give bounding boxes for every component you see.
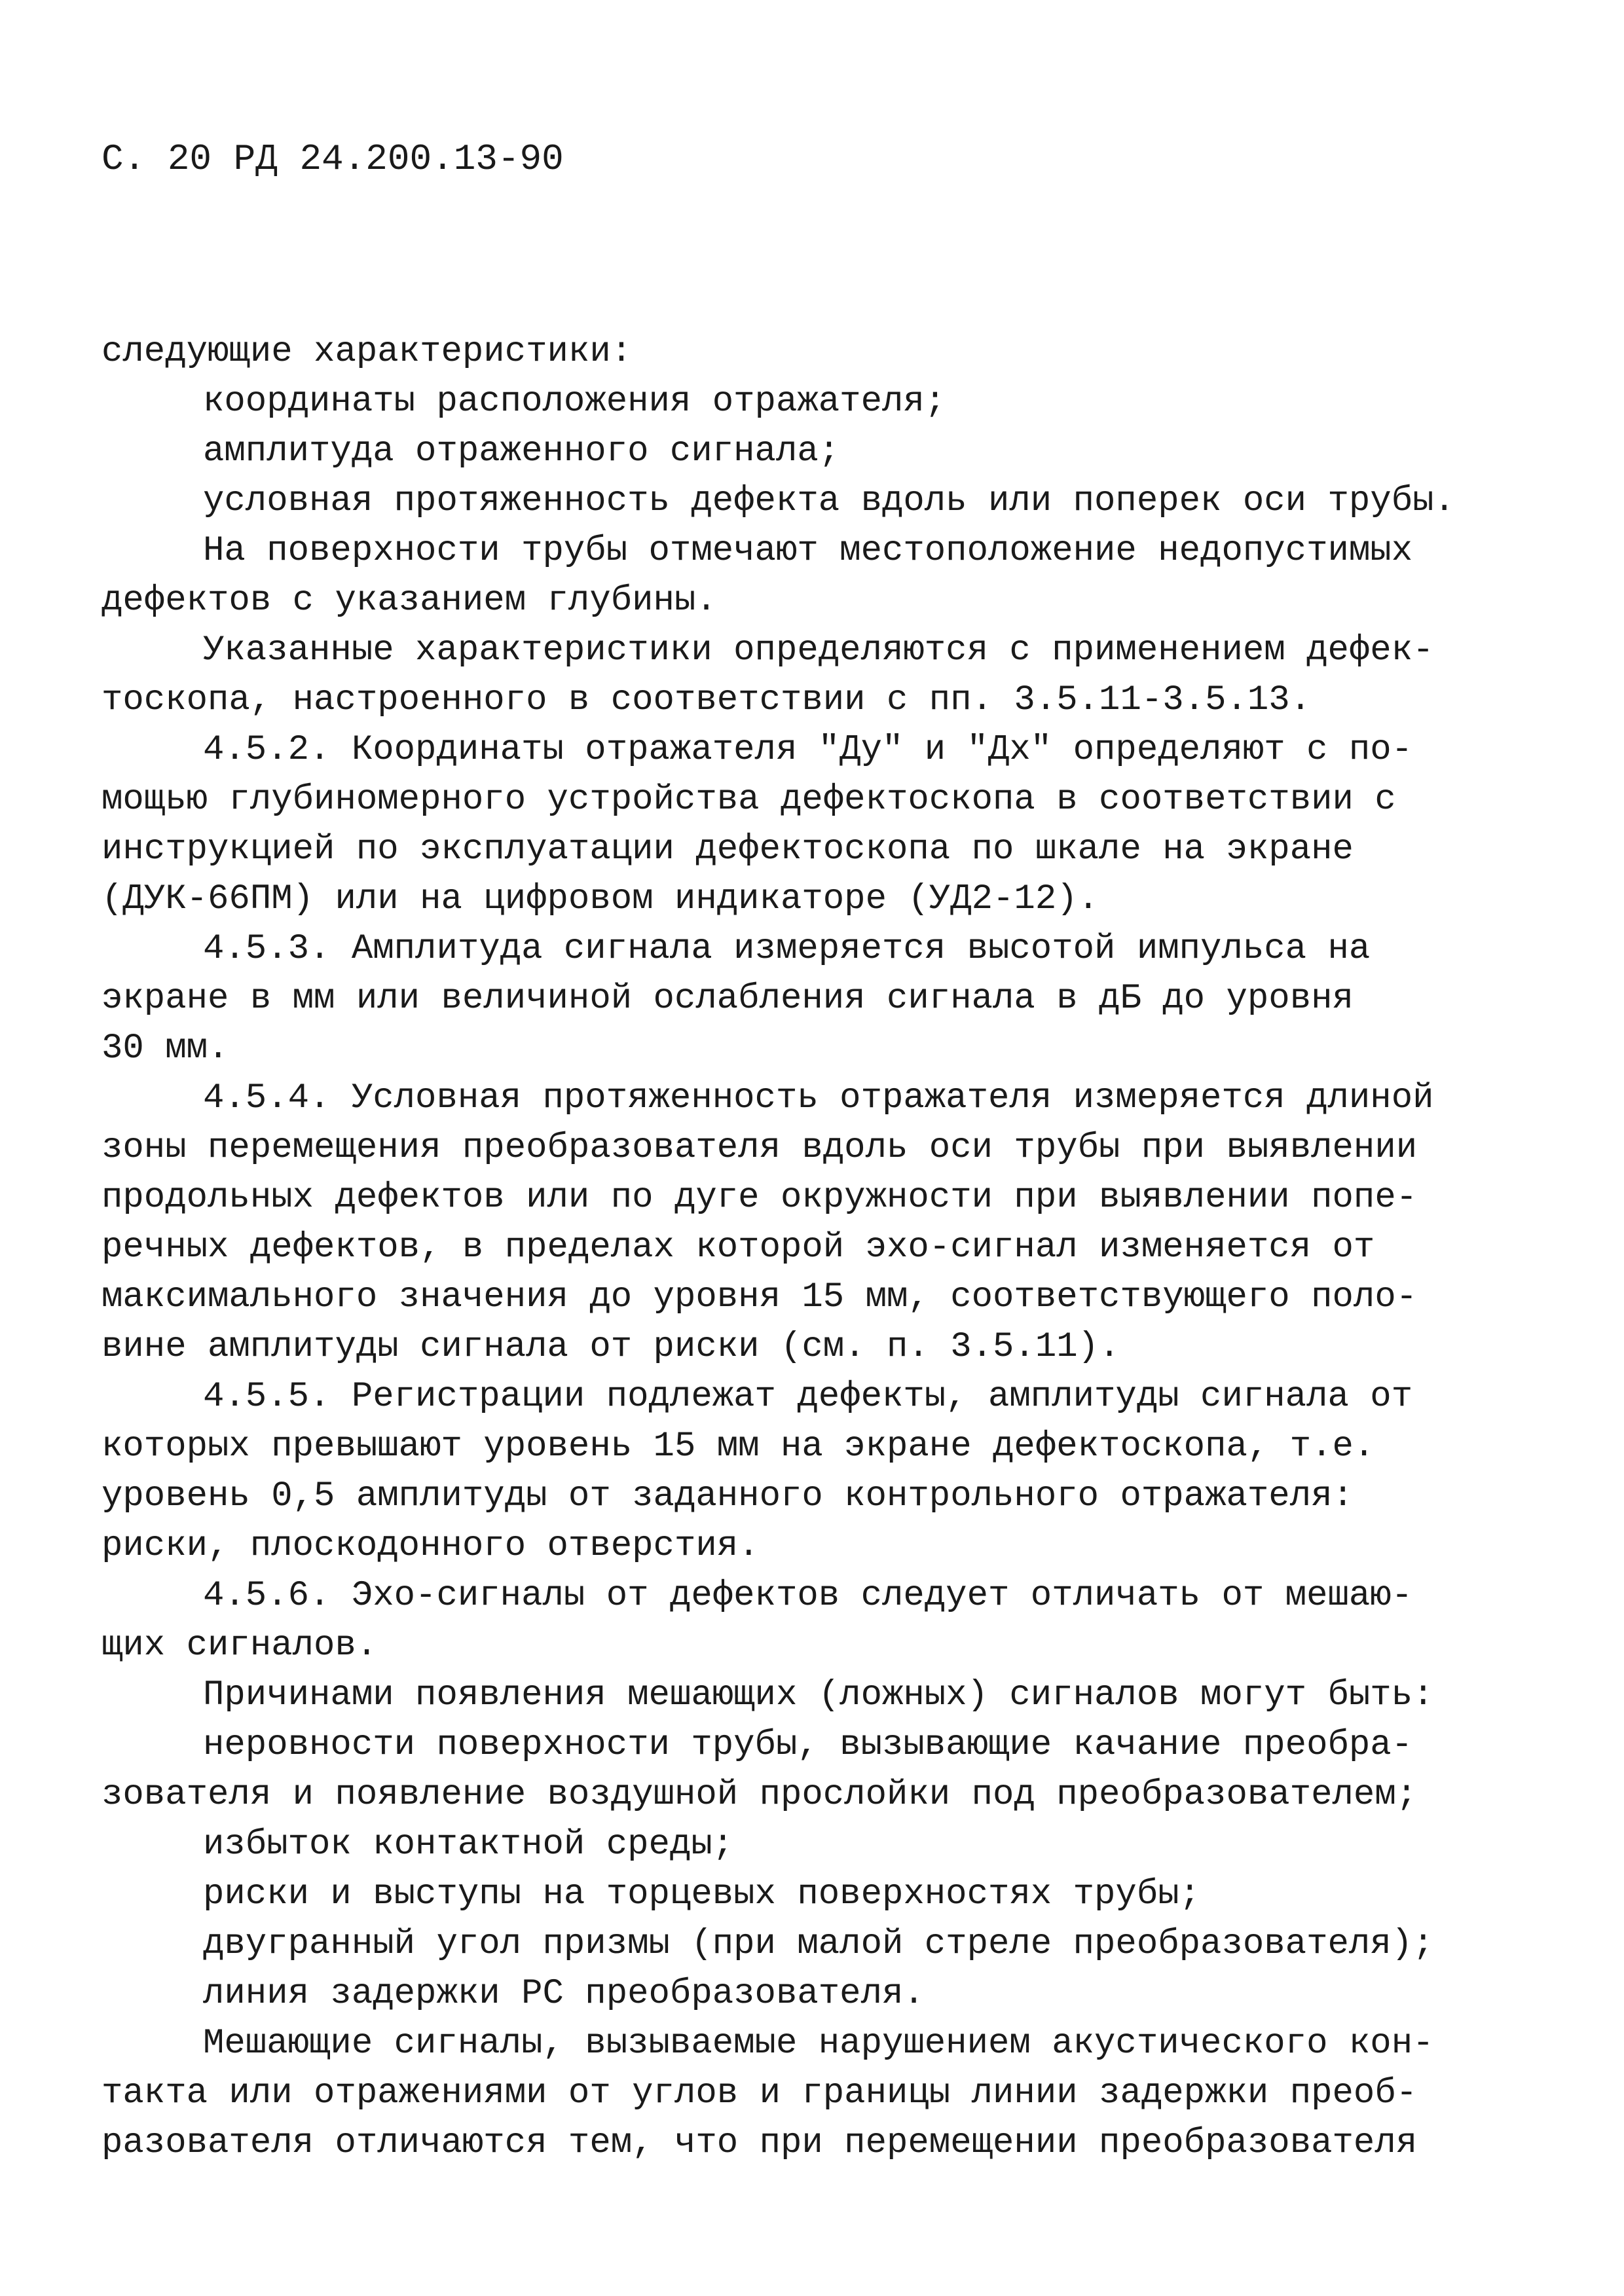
text-line: инструкцией по эксплуатации дефектоскопа по шкале на экране xyxy=(101,829,1354,869)
text-line: риски и выступы на торцевых поверхностях трубы; xyxy=(203,1874,1201,1914)
text-line: Указанные характеристики определяются с применением дефек- xyxy=(203,630,1434,670)
text-line: На поверхности трубы отмечают местоположение недопустимых xyxy=(203,531,1413,571)
text-line: уровень 0,5 амплитуды от заданного контрольного отражателя: xyxy=(101,1476,1354,1516)
text-line: условная протяженность дефекта вдоль или поперек оси трубы. xyxy=(203,481,1455,521)
text-line: которых превышают уровень 15 мм на экране дефектоскопа, т.е. xyxy=(101,1427,1375,1467)
text-line: щих сигналов. xyxy=(101,1626,378,1666)
text-line: (ДУК-66ПМ) или на цифровом индикаторе (УД2-12). xyxy=(101,879,1099,919)
text-line: максимального значения до уровня 15 мм, соответствующего поло- xyxy=(101,1277,1418,1317)
text-line: 4.5.4. Условная протяженность отражателя измеряется длиной xyxy=(203,1078,1434,1118)
page-header: С. 20 РД 24.200.13-90 xyxy=(101,138,564,180)
text-line: речных дефектов, в пределах которой эхо-сигнал изменяется от xyxy=(101,1228,1375,1267)
text-line: дефектов с указанием глубины. xyxy=(101,581,717,621)
text-line: линия задержки РС преобразователя. xyxy=(203,1974,925,2014)
text-line: зователя и появление воздушной прослойки под преобразователем; xyxy=(101,1775,1418,1815)
text-line: амплитуда отраженного сигнала; xyxy=(203,431,840,471)
text-line: 4.5.6. Эхо-сигналы от дефектов следует отличать от мешаю- xyxy=(203,1576,1413,1616)
text-line: риски, плоскодонного отверстия. xyxy=(101,1526,760,1566)
text-line: Причинами появления мешающих (ложных) сигналов могут быть: xyxy=(203,1675,1434,1715)
text-line: 4.5.5. Регистрации подлежат дефекты, амплитуды сигнала от xyxy=(203,1377,1413,1417)
text-line: продольных дефектов или по дуге окружности при выявлении попе- xyxy=(101,1178,1418,1218)
text-line: зоны перемещения преобразователя вдоль оси трубы при выявлении xyxy=(101,1128,1418,1168)
text-line: 30 мм. xyxy=(101,1029,229,1068)
text-line: Мешающие сигналы, вызываемые нарушением акустического кон- xyxy=(203,2024,1434,2064)
text-line: экране в мм или величиной ослабления сигнала в дБ до уровня xyxy=(101,979,1354,1019)
text-line: двугранный угол призмы (при малой стреле преобразователя); xyxy=(203,1924,1434,1964)
text-line: 4.5.3. Амплитуда сигнала измеряется высотой импульса на xyxy=(203,929,1371,969)
text-line: 4.5.2. Координаты отражателя "Ду" и "Дх" определяют с по- xyxy=(203,730,1413,770)
text-line: избыток контактной среды; xyxy=(203,1825,734,1865)
text-line: координаты расположения отражателя; xyxy=(203,382,946,422)
text-line: вине амплитуды сигнала от риски (см. п. 3.5.11). xyxy=(101,1327,1120,1367)
text-line: разователя отличаются тем, что при перемещении преобразователя xyxy=(101,2123,1418,2163)
text-line: неровности поверхности трубы, вызывающие качание преобра- xyxy=(203,1725,1413,1765)
document-body xyxy=(101,327,1455,2168)
text-line: следующие характеристики: xyxy=(101,332,633,372)
text-line: мощью глубиномерного устройства дефектоскопа в соответствии с xyxy=(101,780,1396,820)
text-line: такта или отражениями от углов и границы линии задержки преоб- xyxy=(101,2073,1418,2113)
text-line: тоскопа, настроенного в соответствии с пп. 3.5.11-3.5.13. xyxy=(101,680,1312,720)
